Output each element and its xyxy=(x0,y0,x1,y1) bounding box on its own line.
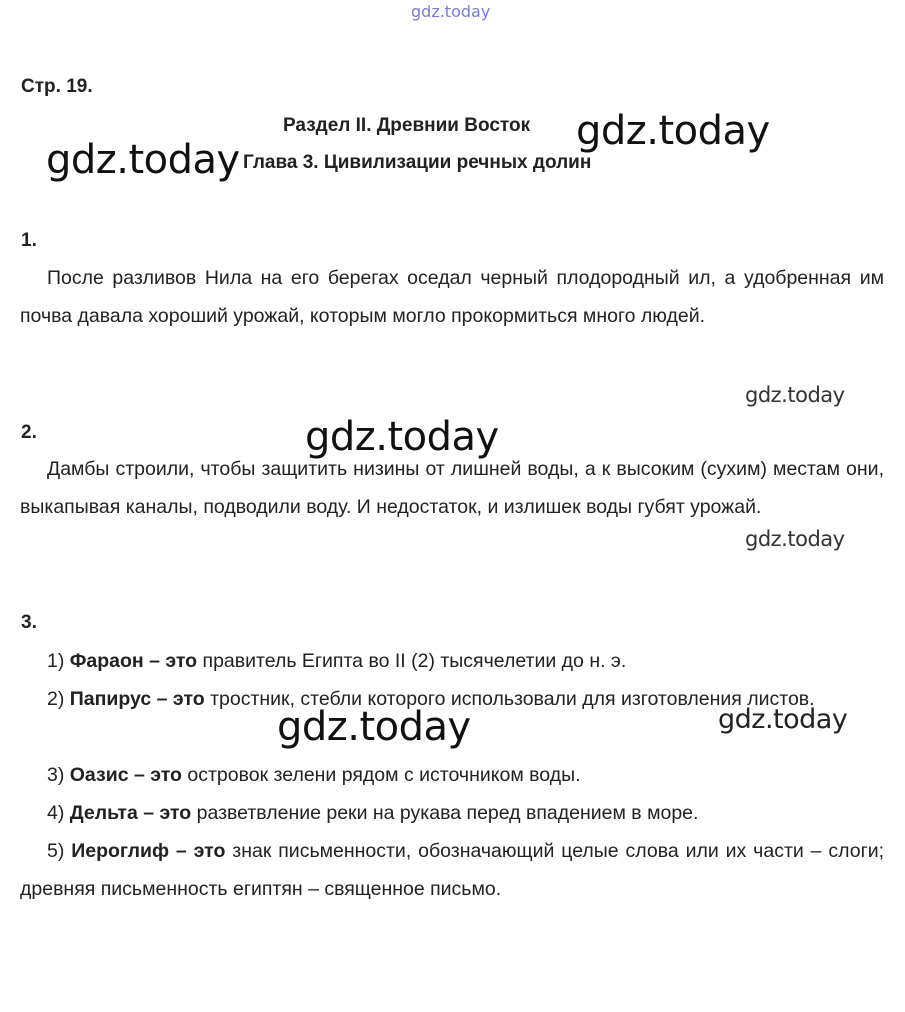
item-term: Иероглиф – это xyxy=(71,840,226,862)
item-definition: островок зелени рядом с источником воды. xyxy=(187,764,581,786)
answer-text: После разливов Нила на его берегах оседал черный плодородный ил, а удобренная им почва давала хороший урожай, которым могло прокормиться много людей. xyxy=(20,267,884,327)
item-term: Дельта – это xyxy=(69,802,192,824)
item-index: 4) xyxy=(47,802,65,824)
answer-number: 1. xyxy=(21,230,37,251)
item-index: 3) xyxy=(47,764,65,786)
definition-item xyxy=(20,832,884,908)
watermark-large: gdz.today xyxy=(46,137,240,183)
section-title: Раздел II. Древнии Восток xyxy=(283,115,531,136)
watermark-medium: gdz.today xyxy=(718,704,848,735)
page-reference: Стр. 19. xyxy=(21,76,93,97)
definition-item xyxy=(20,680,884,718)
item-term: Оазис – это xyxy=(69,764,182,786)
chapter-title: Глава 3. Цивилизации речных долин xyxy=(243,152,592,173)
item-term: Папирус – это xyxy=(69,688,205,710)
watermark-small: gdz.today xyxy=(745,383,845,407)
answer-text: Дамбы строили, чтобы защитить низины от лишней воды, а к высоким (сухим) местам они, выкапывая каналы, подводили воду. И недостаток, и излишек воды губят урожай. xyxy=(20,458,884,518)
watermark-small: gdz.today xyxy=(745,527,845,551)
watermark-large: gdz.today xyxy=(277,704,471,750)
item-index: 2) xyxy=(47,688,65,710)
watermark-large: gdz.today xyxy=(305,414,499,460)
watermark-large: gdz.today xyxy=(576,108,770,154)
item-definition: разветвление реки на рукава перед впадением в море. xyxy=(196,802,699,824)
definition-item xyxy=(20,794,884,832)
answer-number: 3. xyxy=(21,612,37,633)
answer-number: 2. xyxy=(21,422,37,443)
item-term: Фараон – это xyxy=(69,650,198,672)
definition-item xyxy=(20,642,884,680)
item-index: 5) xyxy=(47,840,65,862)
definition-item xyxy=(20,756,884,794)
watermark-top: gdz.today xyxy=(411,2,491,21)
item-index: 1) xyxy=(47,650,65,672)
item-definition: тростник, стебли которого использовали для изготовления листов. xyxy=(210,688,815,710)
item-definition: знак письменности, обозначающий целые слова или их части – слоги; древняя письменность египтян – священное письмо. xyxy=(20,840,885,900)
item-definition: правитель Египта во II (2) тысячелетии до н. э. xyxy=(202,650,627,672)
